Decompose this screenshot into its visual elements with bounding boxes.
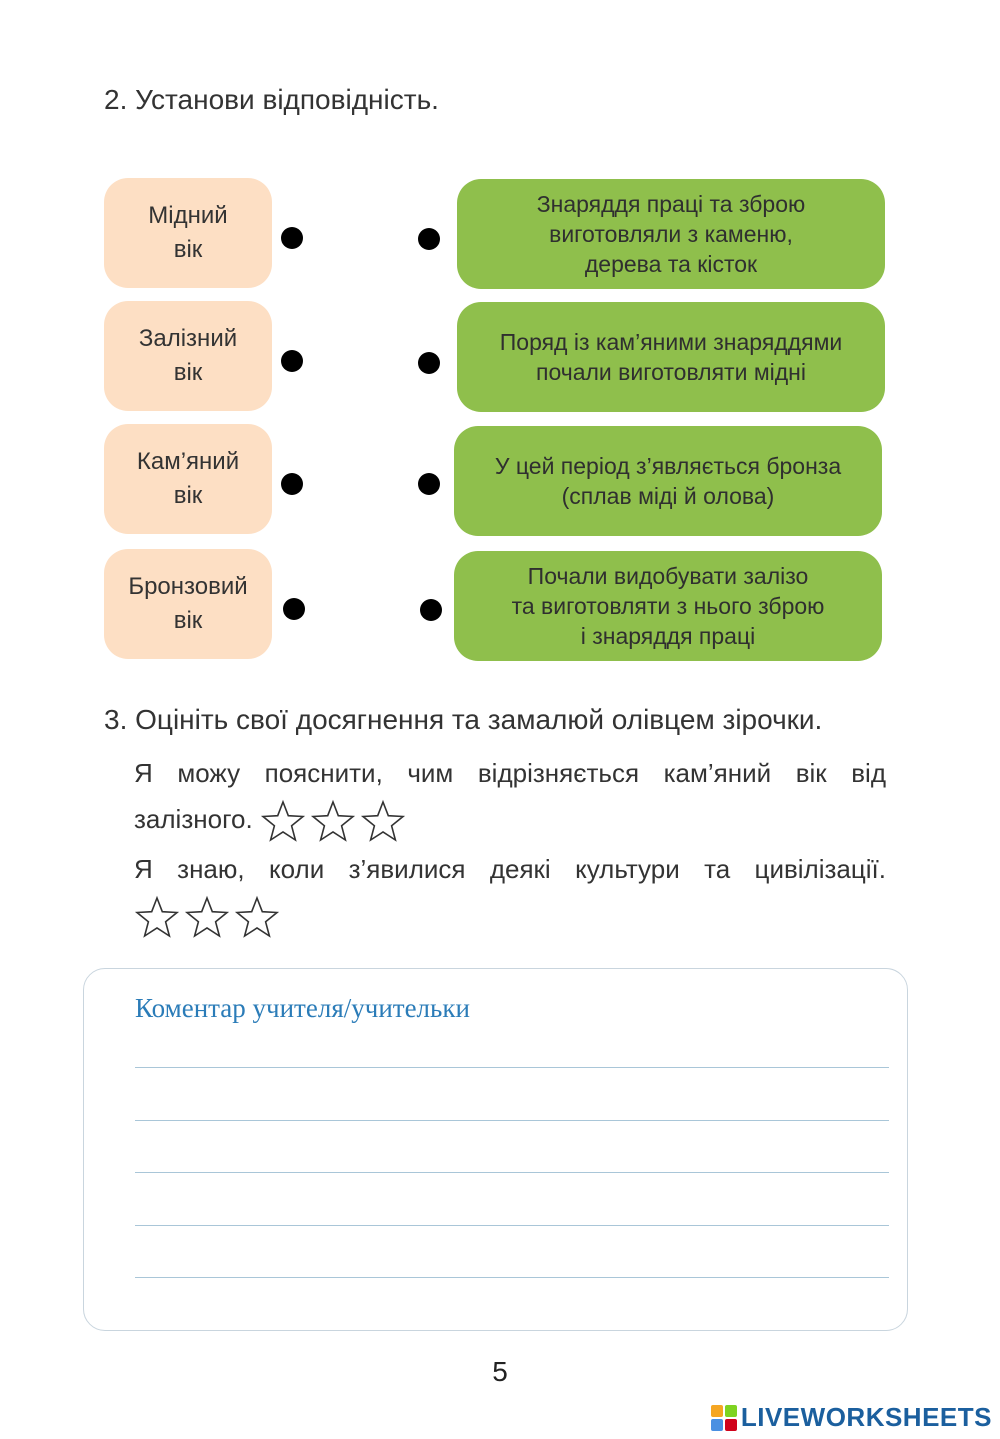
- liveworksheets-logo-icon: [711, 1405, 737, 1431]
- self-assessment-1: [134, 750, 886, 844]
- self-assessment-1-text: Я можу пояснити, чим відрізняється кам’яний вік від залізного.: [134, 758, 886, 834]
- left-match-dot-4[interactable]: [283, 598, 305, 620]
- teacher-comment-box: [83, 968, 908, 1331]
- self-assessment-2-text: Я знаю, коли з’явилися деякі культури та цивілізації.: [134, 854, 886, 884]
- right-item-1: Знаряддя праці та зброю виготовляли з каменю, дерева та кісток: [457, 179, 885, 289]
- star-outline-icon[interactable]: [310, 798, 360, 844]
- left-item-bronze-age: Бронзовий вік: [104, 549, 272, 659]
- right-match-dot-1[interactable]: [418, 228, 440, 250]
- left-match-dot-1[interactable]: [281, 227, 303, 249]
- left-match-dot-2[interactable]: [281, 350, 303, 372]
- left-match-dot-3[interactable]: [281, 473, 303, 495]
- star-rating-1: [260, 796, 410, 844]
- brand-logo[interactable]: [711, 1402, 992, 1433]
- star-outline-icon[interactable]: [360, 798, 410, 844]
- right-match-dot-4[interactable]: [420, 599, 442, 621]
- self-assessment-2: [134, 846, 886, 940]
- task2-title: 2. Установи відповідність.: [104, 84, 439, 115]
- comment-line[interactable]: [135, 1172, 889, 1173]
- task3-title: 3. Оцініть свої досягнення та замалюй олівцем зірочки.: [104, 704, 823, 735]
- right-item-3: У цей період з’являється бронза (сплав міді й олова): [454, 426, 882, 536]
- left-item-stone-age: Кам’яний вік: [104, 424, 272, 534]
- star-outline-icon[interactable]: [234, 894, 284, 940]
- star-outline-icon[interactable]: [134, 894, 184, 940]
- right-match-dot-2[interactable]: [418, 352, 440, 374]
- page-number: 5: [492, 1356, 508, 1387]
- comment-line[interactable]: [135, 1277, 889, 1278]
- right-item-2: Поряд із кам’яними знаряддями почали виготовляти мідні: [457, 302, 885, 412]
- comment-line[interactable]: [135, 1067, 889, 1068]
- star-rating-2: [134, 892, 284, 940]
- right-item-4: Почали видобувати залізо та виготовляти з нього зброю і знаряддя праці: [454, 551, 882, 661]
- star-outline-icon[interactable]: [260, 798, 310, 844]
- left-item-copper-age: Мідний вік: [104, 178, 272, 288]
- comment-line[interactable]: [135, 1225, 889, 1226]
- star-outline-icon[interactable]: [184, 894, 234, 940]
- right-match-dot-3[interactable]: [418, 473, 440, 495]
- teacher-comment-title: Коментар учителя/учительки: [135, 993, 470, 1023]
- comment-line[interactable]: [135, 1120, 889, 1121]
- brand-text: LIVEWORKSHEETS: [740, 1402, 992, 1432]
- left-item-iron-age: Залізний вік: [104, 301, 272, 411]
